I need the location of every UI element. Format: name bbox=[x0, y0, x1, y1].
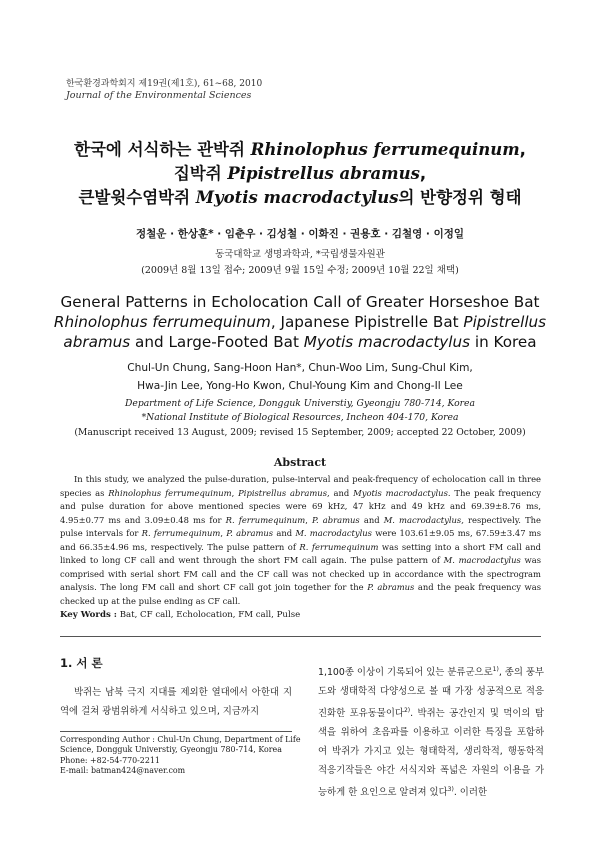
footnote-line: Science, Dongguk Universtiy, Gyeongju 780-714, Korea bbox=[60, 745, 282, 755]
corresponding-author-footnote bbox=[60, 735, 301, 776]
english-title-text: in Korea bbox=[470, 333, 537, 351]
korean-title-text: 의 반향정위 형태 bbox=[398, 188, 522, 207]
korean-title-line3 bbox=[30, 184, 570, 208]
korean-title-text: 집박쥐 bbox=[173, 164, 228, 183]
english-title-species: Rhinolophus ferrumequinum bbox=[53, 313, 271, 331]
korean-title-line1 bbox=[30, 136, 570, 160]
english-dates: (Manuscript received 13 August, 2009; revised 15 September, 2009; accepted 22 October, 2009) bbox=[74, 427, 526, 438]
english-title-line1: General Patterns in Echolocation Call of Greater Horseshoe Bat bbox=[60, 293, 540, 311]
english-affiliation-line2: *National Institute of Biological Resources, Incheon 404-170, Korea bbox=[141, 412, 459, 423]
korean-dates: (2009년 8월 13일 접수; 2009년 9월 15일 수정; 2009년 10월 22일 채택) bbox=[141, 265, 459, 276]
section-title: 1. 서 론 bbox=[60, 656, 103, 670]
footnote-divider bbox=[60, 731, 292, 732]
keywords-label: Key Words : bbox=[60, 610, 117, 620]
english-title-text: and Large-Footed Bat bbox=[130, 333, 304, 351]
korean-title-line2 bbox=[30, 160, 570, 184]
intro-left-column bbox=[60, 683, 292, 721]
korean-title-species: Pipistrellus abramus bbox=[227, 164, 420, 183]
footnote-email[interactable]: E-mail: batman424@naver.com bbox=[60, 765, 186, 775]
korean-affiliation: 동국대학교 생명과학과, *국립생물자원관 bbox=[215, 249, 385, 260]
english-title-line2 bbox=[40, 312, 560, 332]
abstract-heading: Abstract bbox=[273, 456, 327, 469]
footnote-line: Corresponding Author : Chul-Un Chung, Department of Life bbox=[60, 735, 301, 744]
korean-title-punct: , bbox=[419, 164, 427, 183]
english-title-species: Pipistrellus bbox=[463, 313, 547, 331]
english-authors-line1: Chul-Un Chung, Sang-Hoon Han*, Chun-Woo Lim, Sung-Chul Kim, bbox=[127, 362, 473, 374]
english-title-line3 bbox=[40, 332, 560, 352]
korean-title-punct: , bbox=[519, 140, 526, 159]
english-title-species: Myotis macrodactylus bbox=[303, 333, 471, 351]
korean-title-text: 큰발윗수염박쥐 bbox=[78, 188, 196, 207]
section-divider bbox=[60, 636, 541, 637]
abstract-paragraph: In this study, we analyzed the pulse-duration, pulse-interval and peak-frequency of echolocation call in three species as Rhinolophus ferrumequinum, Pipistrellus abramus, and Myotis macrodactylus. The peak frequency and pulse duration for above mentioned species were 69 kHz, 47 kHz and 49 kHz and 69.39±8.76 ms, 4.95±0.77 ms and 3.09±0.48 ms for R. ferrumequinum, P. abramus and M. macrodactylus, respectively. The pulse intervals for R. ferrumequinum, P. abramus and M. macrodactylus were 103.61±9.05 ms, 67.59±3.47 ms and 66.35±4.96 ms, respectively. The pulse pattern of R. ferrumequinum was setting into a short FM call and linked to long CF call and went through the short FM call again. The pulse pattern of M. macrodactylus was comprised with serial short FM call and the CF call was not checked up in accordance with the spectrogram analysis. The long FM call and short CF call got join together for the P. abramus and the peak frequency was checked up at the pulse ending as CF call. bbox=[60, 474, 542, 606]
journal-name: Journal of the Environmental Sciences bbox=[66, 90, 252, 101]
keywords-terms: Bat, CF call, Echolocation, FM call, Pulse bbox=[119, 610, 301, 620]
korean-title-species: Rhinolophus ferrumequinum bbox=[250, 140, 520, 159]
abstract-body bbox=[60, 473, 541, 608]
reference-2[interactable]: 2) bbox=[403, 707, 411, 715]
english-title-text: , Japanese Pipistrelle Bat bbox=[270, 313, 464, 331]
korean-title-text: 한국에 서식하는 관박쥐 bbox=[74, 140, 251, 159]
korean-authors: 정철운 · 한상훈* · 임춘우 · 김성철 · 이화진 · 권용호 · 김철영 · 이정일 bbox=[135, 228, 465, 240]
english-title-species: abramus bbox=[63, 333, 131, 351]
footnote-phone: Phone: +82-54-770-2211 bbox=[60, 755, 160, 765]
english-affiliation-line1: Department of Life Science, Dongguk Universtiy, Gyeongju 780-714, Korea bbox=[125, 398, 475, 409]
reference-3[interactable]: 3) bbox=[447, 786, 454, 794]
intro-left-text: 박쥐는 남북 극지 지대를 제외한 열대에서 아한대 지역에 걸쳐 광범위하게 서식하고 있으며, 지금까지 bbox=[60, 687, 292, 717]
journal-citation: 한국환경과학회지 제19권(제1호), 61~68, 2010 bbox=[66, 79, 263, 89]
korean-title-species: Myotis macrodactylus bbox=[195, 188, 399, 207]
english-authors-line2: Hwa-Jin Lee, Yong-Ho Kwon, Chul-Young Kim and Chong-Il Lee bbox=[137, 380, 463, 392]
intro-right-column: 1,100종 이상이 기록되어 있는 분류군으로$^{1)}$, 종의 풍부도와 생태학적 다양성으로 볼 때 가장 성공적으로 적응진화한 포유동물이다$^{2)}$. 박쥐는 공간인지 및 먹이의 탐색을 위하여 초음파를 이용하고 이러한 특징을 포함하여 박쥐가 가지고 있는 형태학적, 생리학적, 행동학적 적응기작들은 야간 서식지와 폭넓은 자원의 이용을 가능하게 한 요인으로 알려져 있다$^{3)}$. 이러한 bbox=[318, 666, 544, 799]
keywords bbox=[60, 610, 300, 620]
reference-1[interactable]: 1) bbox=[492, 666, 499, 673]
